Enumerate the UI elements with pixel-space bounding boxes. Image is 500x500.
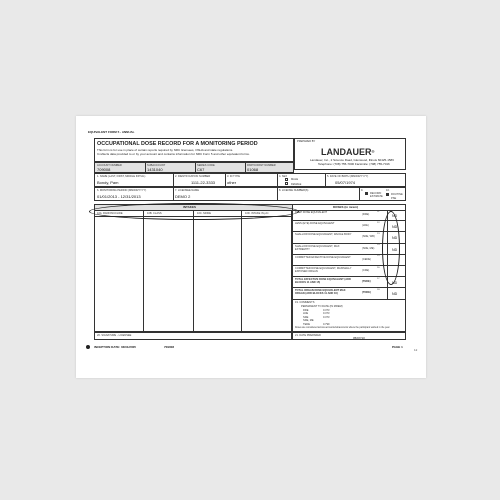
series-code-label: SERIES CODE [197, 164, 215, 167]
dose-code: (DDE) [362, 213, 370, 216]
dose-value: ND [392, 281, 398, 286]
id-type-label: 3. ID TYPE [227, 175, 240, 178]
comments-note: Doses are considered across accounts/subaccounts where the participant worked in the year. [295, 327, 390, 329]
page-number: PAGE 1 [392, 344, 403, 349]
sex-label: 4. SEX [279, 175, 288, 178]
col-radionuclide: 10A. RADIONUCLIDE [97, 211, 123, 215]
dose-code: (TEDE) [362, 280, 371, 284]
comment-value: 0.799 [323, 322, 330, 326]
comment-key: SDE, ME [303, 319, 314, 323]
dose-values-oval [382, 211, 400, 285]
subaccount-label: SUBACCOUNT [147, 164, 166, 167]
record-checkbox[interactable] [365, 192, 368, 195]
dose-value: ND [392, 225, 398, 230]
routine-label: ROUTINE [391, 193, 403, 196]
comment-key: TEDE [303, 322, 310, 326]
dose-code: (CEDE) [362, 257, 371, 261]
dose-label: LENS (EYE) DOSE EQUIVALENT [295, 222, 335, 226]
form-tag: EQUIVALENT FORM 5 - ANNUAL [88, 130, 135, 134]
comment-key: SDE [303, 315, 309, 319]
dose-label: COMMITTED DOSE EQUIVALENT, MAXIMALLY EXPOSED ORGAN [295, 267, 352, 273]
footer-account: 709008 [164, 344, 175, 349]
intakes-table [94, 204, 292, 332]
participant-number: 01068 [247, 167, 259, 172]
male-checkbox[interactable] [285, 178, 288, 181]
dose-code: (CDE) [362, 269, 370, 272]
comment-value: 0.373 [323, 309, 330, 312]
landauer-phone: Telephone: (708) 755-7000 Facsimile: (708) 755-7016 [318, 162, 390, 166]
routine-num: 10. [386, 189, 390, 192]
dose-label: TOTAL ORGAN DOSE EQUIVALENT MAX ORGAN (ADD BLOCKS 11 AND 16) [295, 289, 346, 296]
dose-code: (SDE, WB) [362, 235, 375, 239]
dose-block-number: 12. [377, 221, 381, 224]
licensee-name: DEMO 2 [175, 194, 191, 199]
col-mode: 10C. MODE [197, 211, 211, 215]
intakes-title: INTAKES [183, 205, 196, 209]
dose-block-number: 11. [377, 210, 380, 213]
form-title: OCCUPATIONAL DOSE RECORD FOR A MONITORING PERIOD [97, 141, 258, 147]
period-label: 6. MONITORING PERIOD (MM/DD/YYYY) [97, 189, 147, 192]
inception-date: INCEPTION DATE: 03/01/2005 [94, 344, 136, 349]
dose-label: DEEP DOSE EQUIVALENT [295, 211, 328, 214]
name-label: 1. NAME (LAST, FIRST, MIDDLE INITIAL) [97, 175, 146, 178]
intake-headers-oval [89, 203, 299, 220]
comments-title: PERMANENT TO DATE (IN MREM) [301, 305, 343, 308]
date-prepared: 05/07/13 [353, 336, 365, 340]
comment-value: 0.373 [323, 312, 330, 316]
account-number: 709008 [97, 167, 111, 172]
id-number: 1111-22-3333 [191, 180, 216, 185]
dose-value: ND [392, 247, 398, 252]
account-row [94, 162, 294, 173]
intro-line-1: This form is for use in place of certain reports required by NRC licensees, OSHA and state regulations. [97, 148, 234, 152]
dose-block-number: 14. [377, 244, 381, 247]
landauer-mark-icon [86, 345, 90, 349]
date-prepared-block [292, 332, 406, 340]
account-number-label: ACCOUNT NUMBER [97, 164, 122, 167]
dose-block-number: 15. [377, 255, 381, 258]
period-row [94, 187, 406, 201]
id-number-label: 2. IDENTIFICATION NUMBER [175, 175, 211, 178]
comments-block [292, 299, 406, 332]
prepared-by-label: PREPARED BY [297, 140, 316, 143]
id-type: other [227, 180, 237, 185]
female-label: FEMALE [291, 182, 302, 186]
male-label: MALE [291, 178, 299, 181]
comment-value: 0.373 [323, 315, 330, 319]
landauer-address: Landauer, Inc., 2 Science Road, Glenwood, Illinois 60425-1586 [310, 158, 394, 162]
license-number-label: 8. LICENSE NUMBER(S) [279, 189, 309, 192]
prepared-by-block [294, 138, 406, 170]
pse-label: PSE [391, 196, 397, 200]
dose-value: ND [392, 236, 398, 241]
subaccount: 1431040 [147, 167, 163, 172]
dose-label: SHALLOW DOSE EQUIVALENT, MAX EXTREMITY [295, 244, 340, 251]
dose-label: TOTAL EFFECTIVE DOSE EQUIVALENT (ADD BLOCKS 11 AND 15) [295, 278, 351, 285]
signature-block [94, 332, 292, 340]
series-code: C67 [197, 167, 205, 172]
date-prepared-label: 21. DATE PREPARED [295, 333, 321, 337]
dose-block-number: 13. [377, 232, 381, 235]
dose-label: SHALLOW DOSE EQUIVALENT, WHOLE BODY [295, 233, 352, 237]
dob-label: 5. DATE OF BIRTH (MM/DD/YYYY) [327, 175, 369, 178]
signature-label: 20. SIGNATURE - LICENSEE [97, 334, 132, 337]
dose-code: (LDE) [362, 224, 369, 228]
corner-number: 12 [414, 348, 418, 352]
intro-line-2: It reflects data provided to or by your account and contains information for NRC Form 5 and other equivalent forms. [97, 152, 250, 156]
doses-title: DOSES (in mrem) [333, 205, 359, 209]
record-type-label: 9. [361, 189, 364, 192]
comments-label: 19. COMMENTS [295, 301, 315, 304]
dose-block-number: 17. [377, 277, 381, 280]
participant-number-label: PARTICIPANT NUMBER [247, 164, 276, 167]
dose-block-number: 16. [377, 266, 381, 269]
title-block [94, 138, 294, 162]
comment-key: DDE [303, 309, 309, 312]
dose-code: (TODE) [362, 291, 371, 295]
record-estimate-label: RECORD ESTIMATE [370, 192, 383, 198]
licensee-label: 7. LICENSEE NAME [175, 189, 199, 192]
identity-row [94, 173, 406, 187]
dose-label: COMMITTED EFFECTIVE DOSE EQUIVALENT [295, 255, 351, 259]
col-class: 10B. CLASS [147, 211, 162, 215]
dose-block-number: 18. [377, 288, 381, 291]
routine-checkbox[interactable] [386, 193, 389, 196]
date-of-birth: 05/07/1974 [335, 180, 356, 185]
participant-name: Bondy, Pam [97, 180, 119, 185]
female-checkbox[interactable] [285, 182, 288, 185]
monitoring-period: 01/01/2013 - 12/31/2013 [97, 194, 141, 199]
dose-value: ND [392, 292, 398, 297]
dose-value: ND [392, 214, 398, 218]
dose-record-form [76, 116, 426, 378]
landauer-logo: LANDAUER® [321, 147, 375, 157]
dose-row [292, 288, 406, 299]
comment-key: LDE [303, 312, 309, 316]
col-intake: 10D. INTAKE IN μCi [245, 211, 269, 215]
dose-code: (SDE, ME) [362, 246, 375, 250]
